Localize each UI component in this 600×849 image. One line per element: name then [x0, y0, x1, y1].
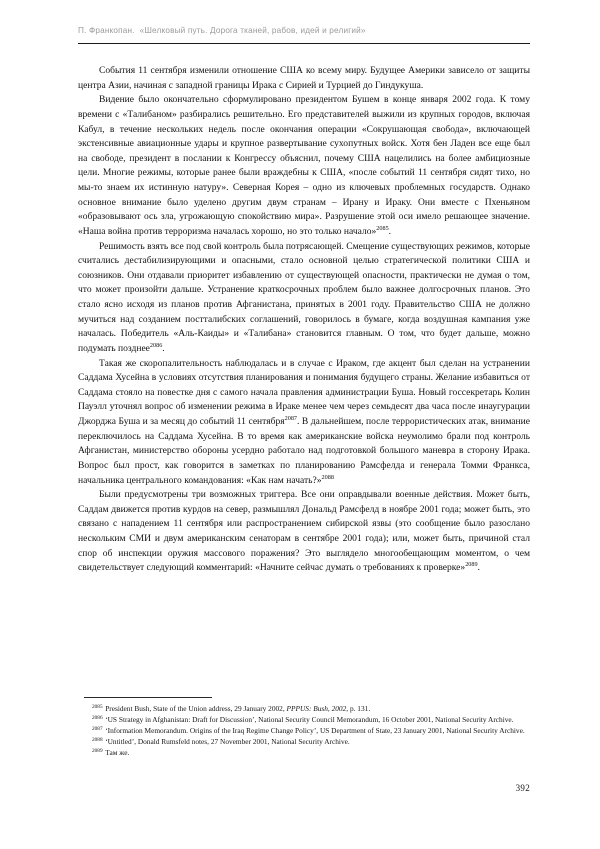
paragraph-5-tail: .	[477, 562, 480, 574]
paragraph-3-text: Решимость взять все под свой контроль была потрясающей. Смещение существующих режимов, которые считались дестабилизирующими и опасными, стало основной целью стратегической политики США и союзников. Они отдавали приоритет избавлению от существующей опасности, практически не думая о том, что может произойти дальше. Устранение краткосрочных проблем было важнее долгосрочных планов. Это стало ясно исходя из планов против Афганистана, принятых в 2001 году. Правительство США не должно мучиться над созданием постталибских соглашений, говорилось в бумаге, когда воздушная кампания уже началась. Победитель «Аль-Каиды» и «Талибана» становится главным. О том, что будет дальше, можно подумать позднее	[78, 240, 530, 354]
footnote-2088	[78, 736, 530, 747]
footnote-2087-pre: ‘Information Memorandum. Origins of the Iraq Regime Change Policy’, US Department of State, 23 January 2001, National Security Archive.	[105, 726, 525, 736]
paragraph-3-tail: .	[162, 342, 165, 354]
paragraph-5-text: Были предусмотрены три возможных триггера. Все они оправдывали военные действия. Может быть, Саддам движется против курдов на север, размышлял Дональд Рамсфелд в ноябре 2001 года; может быть, это связано с нападением 11 сентября или распространением сибирской язвы (это сообщение было разослано нескольким СМИ и двум американским сенаторам в сентябре 2001 года); или, может быть, причиной стал спор об инспекции оружия массового поражения? Это выглядело многообещающим моментом, о чем свидетельствует следующий комментарий: «Начните сейчас думать о требованиях к проверке»	[78, 489, 530, 574]
running-header	[78, 26, 530, 36]
footnote-marker-2085: 2085	[92, 703, 103, 710]
footnote-2089-pre: Там же.	[105, 748, 130, 758]
footnote-marker-2086: 2086	[92, 714, 103, 721]
paragraph-4	[78, 357, 530, 489]
footnote-list	[78, 703, 530, 758]
footnote-2086	[78, 714, 530, 725]
footnote-2085-post: , p. 131.	[346, 704, 371, 713]
paragraph-2-tail: .	[388, 225, 392, 237]
paragraph-1	[78, 64, 530, 93]
page-number: 392	[515, 783, 530, 793]
footnote-separator	[84, 697, 212, 698]
footnote-2085-pre: President Bush, State of the Union address, 29 January 2002,	[105, 704, 287, 713]
running-header-author: П. Франкопан.	[78, 26, 135, 35]
running-header-title: «Шелковый путь. Дорога тканей, рабов, идей и религий»	[139, 26, 366, 35]
header-divider	[78, 43, 530, 44]
footnote-ref-2085[interactable]: 2085	[376, 224, 389, 232]
footnote-ref-2087[interactable]: 2087	[284, 414, 297, 422]
paragraph-4-text: Такая же скоропалительность наблюдалась и в случае с Ираком, где акцент был сделан на устранении Саддама Хусейна в условиях отсутствия планирования и понимания будущего страны. Желание избавиться от Саддама стояло на повестке дня с самого начала правления администрации Буша. Новый госсекретарь Колин Пауэлл уточнял вопрос об изменении режима в Ираке менее чем через семьдесят два часа после инаугурации Джорджа Буша и за месяц до событий 11 сентября	[78, 357, 530, 427]
footnote-2085	[78, 703, 530, 714]
paragraph-2	[78, 93, 530, 239]
body-text	[78, 64, 530, 576]
footnote-2086-pre: ‘US Strategy in Afghanistan: Draft for Discussion’, National Security Council Memorandum, 16 October 2001, National Security Archive.	[105, 715, 514, 725]
footnote-2089	[78, 747, 530, 758]
footnote-marker-2087: 2087	[92, 725, 103, 732]
footnote-marker-2089: 2089	[92, 747, 103, 754]
paragraph-1-text: События 11 сентября изменили отношение США ко всему миру. Будущее Америки зависело от защиты центра Азии, начиная с западной границы Ирака с Сирией и Турцией до Гиндукуша.	[78, 65, 530, 91]
footnote-2087	[78, 725, 530, 736]
footnote-ref-2086[interactable]: 2086	[149, 341, 163, 349]
footnote-marker-2088: 2088	[92, 736, 103, 743]
paragraph-3	[78, 240, 530, 357]
footnote-ref-2089[interactable]: 2089	[465, 561, 478, 569]
footnote-ref-2088[interactable]: 2088	[321, 473, 334, 481]
paragraph-5	[78, 488, 530, 576]
paragraph-4-tail: . В дальнейшем, после террористических атак, внимание переключилось на Саддама Хусейна. В то время как американские войска неумолимо брали под контроль Афганистан, министерство обороны усердно работало над подготовкой большого маневра в сторону Ирака. Вопрос был прост, как говорится в заметках по планированию Рамсфелда и генерала Томми Франкса, начальника центрального командования: «Как нам начать?»	[78, 416, 530, 486]
paragraph-2-text: Видение было окончательно сформулировано президентом Бушем в конце января 2002 года. К тому времени с «Талибаном» разбирались решительно. Его представителей выжили из крупных городов, включая Кабул, в течение нескольких недель после окончания операции «Сокрушающая свобода», включающей экстенсивные авиационные удары и крупное развертывание сухопутных войск. Хотя бен Ладен все еще был на свободе, президент в послании к Конгрессу объяснил, почему США нацелились на более амбициозные цели. Многие режимы, которые ранее были враждебны к США, «после событий 11 сентября сидят тихо, но мы-то знаем их истинную натуру». Северная Корея – одно из ключевых проблемных государств. Однако основное внимание было уделено другим двум странам – Ирану и Ираку. Они вместе с Пхеньяном «образовывают ось зла, угрожающую спокойствию мира». Разрушение этой оси имело решающее значение. «Наша война против терроризма началась хорошо, но это только начало»	[78, 94, 530, 237]
footnote-2085-italic: PPPUS: Bush, 2002	[286, 704, 347, 713]
footnote-2088-pre: ‘Untitled’, Donald Rumsfeld notes, 27 November 2001, National Security Archive.	[105, 737, 350, 747]
